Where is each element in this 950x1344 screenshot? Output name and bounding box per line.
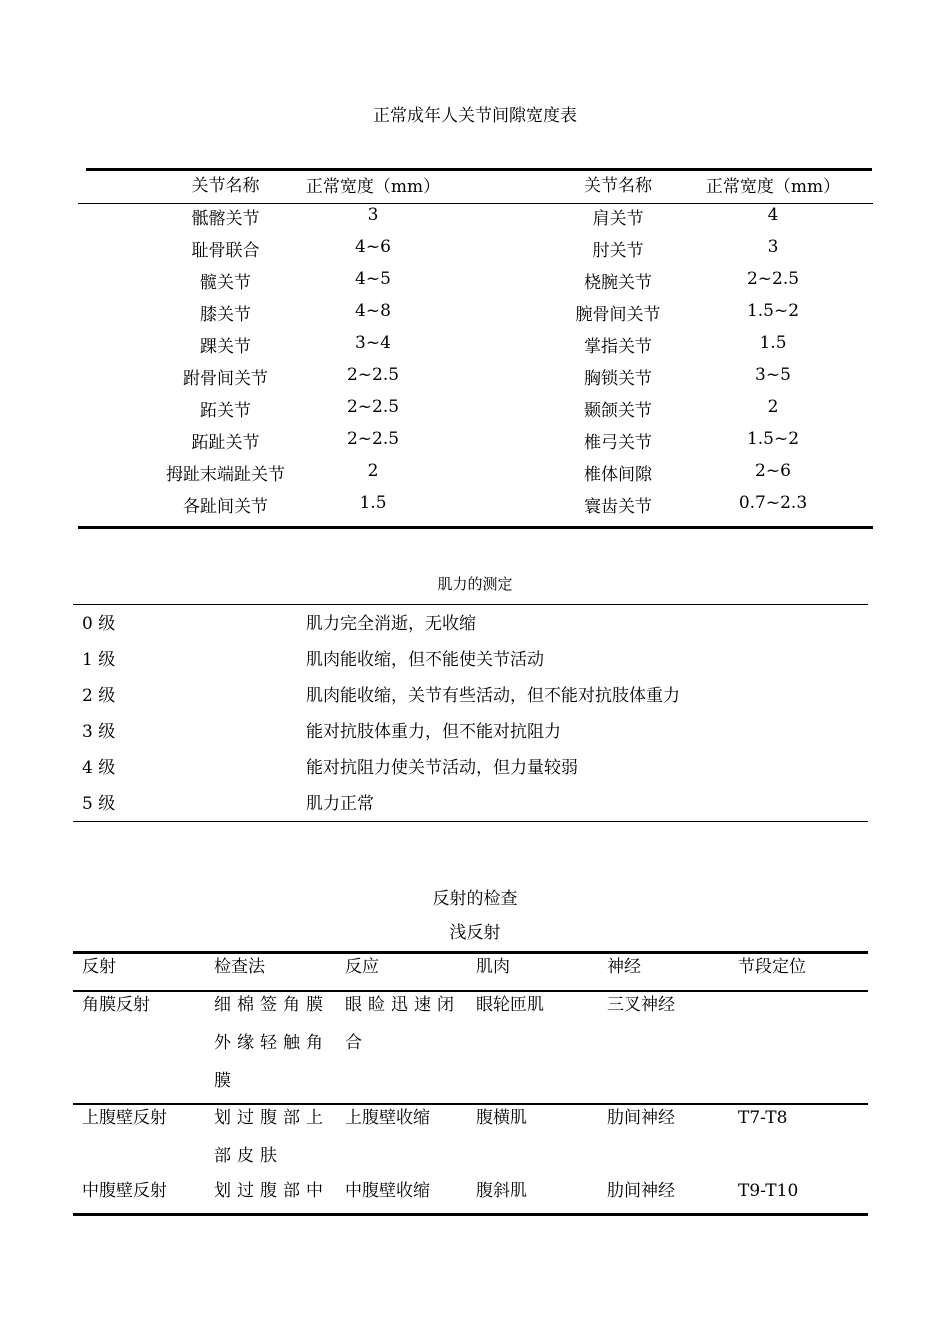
table-row — [78, 428, 873, 460]
muscle-grade-description: 肌力完全消逝，无收缩 — [306, 614, 476, 634]
width-left: 2~2.5 — [346, 429, 400, 449]
joint-name-left: 跖趾关节 — [191, 433, 260, 453]
width-left: 3~4 — [355, 333, 391, 353]
muscle-grade: 1 级 — [82, 650, 116, 670]
joint-name-right: 桡腕关节 — [584, 273, 652, 293]
reflex-row-2-response: 上腹壁收缩 — [345, 1108, 430, 1128]
width-left: 2~2.5 — [346, 397, 400, 417]
reflex-header-method: 检查法 — [214, 957, 265, 977]
joint-name-left: 跖关节 — [200, 401, 251, 421]
reflex-row-1-nerve: 三叉神经 — [607, 995, 675, 1015]
width-left: 2~2.5 — [346, 365, 400, 385]
width-right: 1.5 — [759, 333, 787, 353]
reflex-header-reflex: 反射 — [82, 957, 116, 977]
width-right: 3 — [767, 237, 779, 257]
width-left: 2 — [367, 461, 379, 481]
header-joint-name-1: 关节名称 — [191, 176, 260, 196]
reflex-row-3-segment: T9-T10 — [738, 1181, 799, 1201]
muscle-grade-description: 能对抗阻力使关节活动，但力量较弱 — [306, 758, 578, 778]
width-right: 0.7~2.3 — [738, 493, 808, 513]
header-joint-name-2: 关节名称 — [584, 176, 652, 196]
joint-name-right: 胸锁关节 — [584, 369, 652, 389]
reflex-row-2-segment: T7-T8 — [738, 1108, 788, 1128]
muscle-grade-description: 能对抗肢体重力，但不能对抗阻力 — [306, 722, 561, 742]
reflex-table — [73, 951, 868, 1215]
table-row — [78, 204, 873, 236]
joint-name-right: 椎体间隙 — [584, 465, 652, 485]
muscle-grade-row — [73, 677, 868, 713]
muscle-strength-table — [73, 604, 868, 822]
joint-name-left: 髋关节 — [200, 273, 251, 293]
width-right: 4 — [767, 205, 779, 225]
joint-name-right: 颞颌关节 — [584, 401, 652, 421]
joint-name-right: 寰齿关节 — [584, 497, 652, 517]
joint-name-left: 耻骨联合 — [191, 241, 260, 261]
width-right: 1.5~2 — [746, 301, 800, 321]
joint-name-right: 椎弓关节 — [584, 433, 652, 453]
reflex-row-1-method: 细棉签角膜外缘轻触角膜 — [214, 995, 329, 1091]
header-width-1: 正常宽度（mm） — [305, 177, 441, 197]
table-row — [78, 236, 873, 268]
table-row — [78, 268, 873, 300]
reflex-row-1-reflex: 角膜反射 — [82, 995, 150, 1015]
width-right: 2~2.5 — [746, 269, 800, 289]
width-right: 2 — [767, 397, 779, 417]
width-left: 1.5 — [359, 493, 387, 513]
reflex-header-segment: 节段定位 — [738, 957, 806, 977]
joint-name-right: 肩关节 — [592, 209, 644, 229]
reflex-row-3-nerve: 肋间神经 — [607, 1181, 675, 1201]
muscle-grade: 0 级 — [82, 614, 116, 634]
reflex-header-muscle: 肌肉 — [476, 957, 510, 977]
muscle-table-title: 肌力的测定 — [437, 575, 513, 593]
muscle-grade-row — [73, 785, 868, 821]
joint-name-left: 骶髂关节 — [191, 209, 260, 229]
width-right: 3~5 — [755, 365, 791, 385]
reflex-header-response: 反应 — [345, 957, 379, 977]
joint-name-left: 各趾间关节 — [183, 497, 268, 517]
muscle-grade: 3 级 — [82, 722, 116, 742]
reflex-section-title: 反射的检查 — [432, 889, 518, 909]
joint-name-left: 膝关节 — [200, 305, 251, 325]
reflex-row-3-reflex: 中腹壁反射 — [82, 1181, 167, 1201]
muscle-grade-row — [73, 605, 868, 641]
reflex-row-2-nerve: 肋间神经 — [607, 1108, 675, 1128]
reflex-row-3-response: 中腹壁收缩 — [345, 1181, 430, 1201]
muscle-grade-row — [73, 641, 868, 677]
table-header-row — [78, 171, 873, 204]
reflex-row-2-reflex: 上腹壁反射 — [82, 1108, 167, 1128]
width-left: 3 — [367, 205, 379, 225]
muscle-grade-description: 肌力正常 — [306, 794, 374, 814]
table-row — [78, 332, 873, 364]
table-bottom-rule — [78, 526, 873, 529]
reflex-row-2-muscle: 腹横肌 — [476, 1108, 527, 1128]
muscle-grade: 4 级 — [82, 758, 116, 778]
header-width-2: 正常宽度（mm） — [705, 177, 841, 197]
reflex-bottom-rule — [73, 1213, 868, 1216]
table-row — [78, 300, 873, 332]
reflex-row-3-method: 划过腹部中 — [214, 1181, 329, 1201]
muscle-grade: 5 级 — [82, 794, 116, 814]
reflex-row-1-response: 眼睑迅速闭合 — [345, 995, 460, 1053]
joint-table-title: 正常成年人关节间隙宽度表 — [373, 106, 577, 126]
table-row — [78, 460, 873, 492]
joint-name-left: 跗骨间关节 — [183, 369, 268, 389]
joint-name-right: 肘关节 — [592, 241, 644, 261]
reflex-subtitle: 浅反射 — [449, 923, 501, 943]
joint-name-right: 掌指关节 — [584, 337, 652, 357]
reflex-row-3-muscle: 腹斜肌 — [476, 1181, 527, 1201]
table-row — [78, 492, 873, 524]
muscle-grade-description: 肌肉能收缩，关节有些活动，但不能对抗肢体重力 — [306, 686, 680, 706]
muscle-grade: 2 级 — [82, 686, 116, 706]
width-left: 4~6 — [355, 237, 391, 257]
reflex-header-rule — [73, 990, 868, 992]
table-row — [78, 364, 873, 396]
width-left: 4~8 — [355, 301, 391, 321]
width-left: 4~5 — [355, 269, 391, 289]
joint-name-left: 拇趾末端趾关节 — [166, 465, 285, 485]
table-row — [78, 396, 873, 428]
muscle-grade-row — [73, 713, 868, 749]
width-right: 1.5~2 — [746, 429, 800, 449]
reflex-row-1-muscle: 眼轮匝肌 — [476, 995, 544, 1015]
muscle-grade-description: 肌肉能收缩，但不能使关节活动 — [306, 650, 544, 670]
reflex-header-nerve: 神经 — [607, 957, 641, 977]
width-right: 2~6 — [755, 461, 791, 481]
reflex-row-2-method: 划过腹部上部皮肤 — [214, 1108, 329, 1166]
muscle-grade-row — [73, 749, 868, 785]
joint-name-right: 腕骨间关节 — [575, 305, 661, 325]
joint-name-left: 踝关节 — [200, 337, 251, 357]
